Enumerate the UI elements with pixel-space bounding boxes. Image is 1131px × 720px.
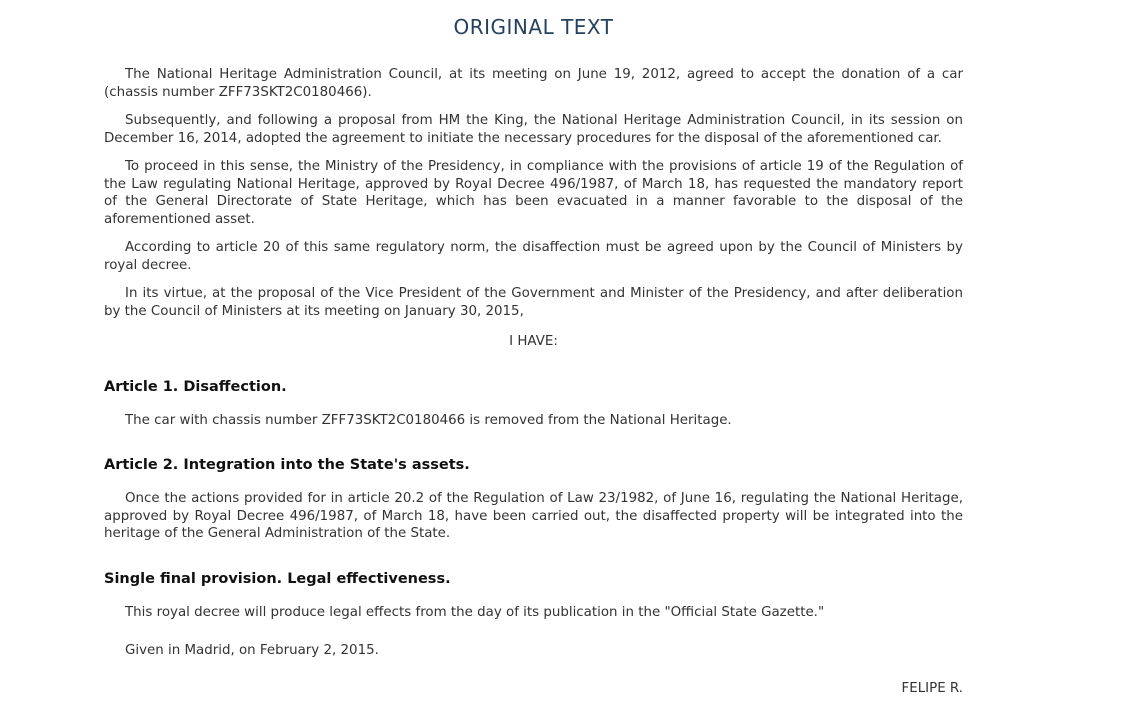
document-title: ORIGINAL TEXT: [453, 15, 614, 39]
intro-paragraph-5: In its virtue, at the proposal of the Vice President of the Government and Minister of the Presidency, and after deliberation by the Council of Ministers at its meeting on January 30, 2015,: [104, 286, 963, 319]
intro-paragraph-1: The National Heritage Administration Council, at its meeting on June 19, 2012, agreed to accept the donation of a car (chassis number ZFF73SKT2C0180466).: [104, 67, 963, 100]
intro-paragraph-4: According to article 20 of this same regulatory norm, the disaffection must be agreed upon by the Council of Ministers by royal decree.: [104, 240, 963, 273]
article-1-heading: Article 1. Disaffection.: [104, 378, 287, 395]
article-2-heading: Article 2. Integration into the State's assets.: [104, 457, 470, 473]
final-provision-body: This royal decree will produce legal effects from the day of its publication in the "Official State Gazette.": [125, 604, 825, 620]
article-2-body: Once the actions provided for in article 20.2 of the Regulation of Law 23/1982, of June 16, regulating the National Heritage, approved by Royal Decree 496/1987, of March 18, have been carried out, the disaffected property will be integrated into the heritage of the General Administration of the State.: [104, 491, 963, 541]
intro-paragraph-3: To proceed in this sense, the Ministry of the Presidency, in compliance with the provisions of article 19 of the Regulation of the Law regulating National Heritage, approved by Royal Decree 496/1987, of March 18, has requested the mandatory report of the General Directorate of State Heritage, which has been evacuated in a manner favorable to the disposal of the aforementioned asset.: [104, 159, 963, 227]
final-provision-heading: Single final provision. Legal effectiveness.: [104, 570, 451, 587]
signature-line: FELIPE R.: [901, 680, 963, 696]
enacting-formula: I HAVE:: [509, 334, 558, 349]
intro-paragraph-2: Subsequently, and following a proposal from HM the King, the National Heritage Administration Council, in its session on December 16, 2014, adopted the agreement to initiate the necessary procedures for the disposal of the aforementioned car.: [104, 113, 963, 146]
place-date-line: Given in Madrid, on February 2, 2015.: [125, 643, 379, 658]
article-1-body: The car with chassis number ZFF73SKT2C0180466 is removed from the National Heritage.: [125, 412, 732, 428]
